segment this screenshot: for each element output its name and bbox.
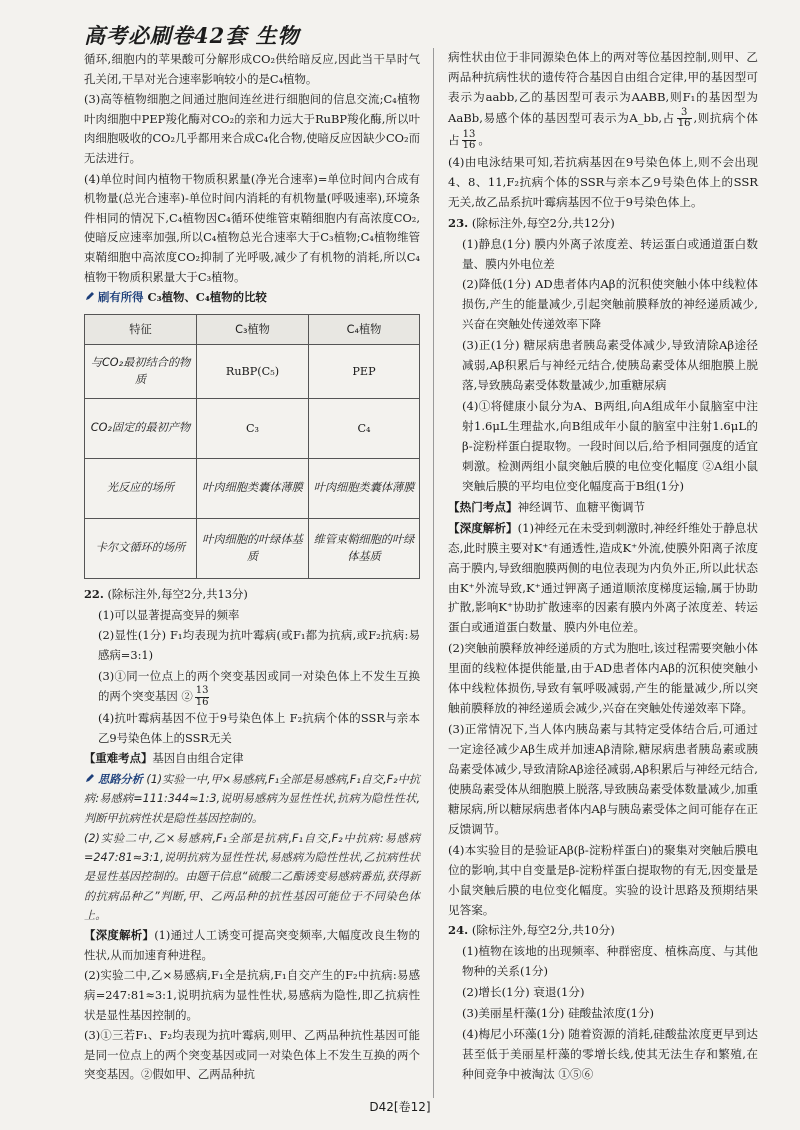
deep-analysis-text: (1)神经元在未受到刺激时,神经纤维处于静息状态,此时膜主要对K⁺有通透性,造成K⁺外流,使膜外阳离子浓度高于膜内,导致细胞膜两侧的电位表现为内负外正,所以此状态由K⁺外流导致,K⁺通过钾离子通道顺浓度梯度运输,属于协助扩散,影响K⁺协助扩散速率的因素有膜内外离子浓度差、转运蛋白或通道蛋白数量、膜内外电位差。: [448, 520, 758, 635]
table-cell: RuBP(C₅): [197, 345, 309, 399]
question-note: (除标注外,每空2分,共10分): [471, 923, 615, 938]
table-row: [85, 399, 420, 459]
hot-point-label: 【热门考点】: [448, 499, 518, 514]
table-cell: 叶肉细胞类囊体薄膜: [197, 459, 309, 519]
answer-line: (1)植物在该地的出现频率、种群密度、植株高度、与其他物种的关系(1分): [462, 944, 758, 979]
key-point-text: 基因自由组合定律: [152, 751, 244, 766]
idea-text: (1)实验一中,甲×易感病,F₁全部是易感病,F₁自交,F₂中抗病:易感病=111:344≈1:3,说明易感病为显性性状,抗病为隐性性状,判断甲抗病性状是隐性基因控制的。: [84, 773, 420, 825]
left-column: [84, 50, 420, 1086]
table-header-row: [85, 314, 420, 344]
idea-analysis: [84, 770, 420, 828]
summary-heading: [84, 288, 420, 308]
paragraph: (4)由电泳结果可知,若抗病基因在9号染色体上,则不会出现4、8、11,F₂抗病个体的SSR与亲本乙9号染色体上的SSR无关,故乙品系抗叶霉病基因不位于9号染色体上。: [448, 154, 758, 209]
paragraph: (4)单位时间内植物干物质积累量(净光合速率)=单位时间内合成有机物量(总光合速率)-单位时间内消耗的有机物量(呼吸速率),环境条件相同的情况下,C₄植物因C₄循环使维管束鞘细胞内有高浓度CO₂,使暗反应速率加强,所以C₄植物总光合速率大于C₃植物;C₄植物维管束鞘细胞中高浓度CO₂抑制了光呼吸,减少了有机物的消耗,所以C₄植物干物质积累量大于C₃植物。: [84, 171, 420, 284]
table-row: [85, 459, 420, 519]
deep-analysis: [84, 926, 420, 965]
idea-badge: 思路分析: [84, 773, 143, 786]
table-cell: 光反应的场所: [85, 459, 197, 519]
table-cell: PEP: [309, 345, 420, 399]
deep-analysis-text: (1)通过人工诱变可提高突变频率,大幅度改良生物的性状,从而加速育种进程。: [84, 928, 420, 962]
answer-line: (2)降低(1分) AD患者体内Aβ的沉积使突触小体中线粒体损伤,产生的能量减少,引起突触前膜释放的神经递质减少,兴奋在突触处传递效率下降: [462, 277, 758, 332]
key-point: [84, 749, 420, 769]
paragraph: (2)突触前膜释放神经递质的方式为胞吐,该过程需要突触小体里面的线粒体提供能量,由于AD患者体内Aβ的沉积使突触小体中线粒体损伤,导致有氧呼吸减弱,产生的能量减少,所以突触前膜释放的神经递质会减少,兴奋在突触处传递效率下降。: [448, 641, 758, 716]
idea-analysis-2: (2)实验二中,乙×易感病,F₁全部是抗病,F₁自交,F₂中抗病:易感病=247:81≈3:1,说明抗病为显性性状,易感病为隐性性状,乙抗病性状是显性基因控制的。由题干信息“硫酸二乙酯诱变易感病番茄,获得新的抗病品种乙”判断,甲、乙两品种的抗性基因可能位于不同染色体上。: [84, 831, 420, 922]
question-number: 24.: [448, 923, 469, 938]
paragraph: 病性状由位于非同源染色体上的两对等位基因控制,则甲、乙两品种抗病性状的遗传符合基因自由组合定律,甲的基因型可表示为aabb,乙的基因型可表示为AABB,则F₁的基因型为AaBb,易感个体的基因型可表示为A_bb,占 $\frac{3}{16}$ ,则抗病个体占 $\frac{13}{16}$ 。: [448, 50, 758, 152]
fraction: $\frac{3}{16}$: [677, 106, 691, 130]
table-cell: 叶肉细胞类囊体薄膜: [309, 459, 420, 519]
table-row: [85, 345, 420, 399]
answer-line: (3)①同一位点上的两个突变基因或同一对染色体上不发生互换的两个突变基因 ② $\frac{13}{16}$: [98, 668, 420, 708]
answer-line: (4)梅尼小环藻(1分) 随着资源的消耗,硅酸盐浓度更早到达甚至低于美丽星杆藻的零增长线,使其无法生存和繁殖,在种间竞争中被淘汰 ①⑤⑥: [462, 1027, 758, 1081]
table-cell: CO₂固定的最初产物: [85, 399, 197, 459]
hot-point: [448, 498, 758, 518]
paragraph: 循环,细胞内的苹果酸可分解形成CO₂供给暗反应,因此当干旱时气孔关闭,干旱对光合速率影响较小的是C₄植物。: [84, 52, 420, 86]
answer-line: (1)静息(1分) 膜内外离子浓度差、转运蛋白或通道蛋白数量、膜内外电位差: [462, 236, 758, 271]
table-cell: 与CO₂最初结合的物质: [85, 345, 197, 399]
question-note: (除标注外,每空2分,共12分): [471, 215, 615, 230]
answer-line: (2)显性(1分) F₁均表现为抗叶霉病(或F₁都为抗病,或F₂抗病:易感病=3:1): [98, 628, 420, 663]
answer-line: (1)可以显著提高变异的频率: [98, 607, 240, 622]
table-header: C₃植物: [197, 314, 309, 344]
summary-title: C₃植物、C₄植物的比较: [147, 290, 267, 305]
paragraph: (3)①三若F₁、F₂均表现为抗叶霉病,则甲、乙两品种抗性基因可能是同一位点上的两个突变基因或同一对染色体上不发生互换的两个突变基因。②假如甲、乙两品种抗: [84, 1028, 420, 1082]
pen-icon: [84, 772, 96, 784]
fraction: $\frac{13}{16}$: [195, 685, 209, 708]
deep-analysis-label: 【深度解析】: [84, 928, 155, 943]
page-title: 高考必刷卷42套 生物: [84, 23, 300, 48]
answer-line: (4)①将健康小鼠分为A、B两组,向A组成年小鼠脑室中注射1.6μL生理盐水,向B组成年小鼠的脑室中注射1.6μL的β-淀粉样蛋白提取物。一段时间以后,给予相同强度的适宜刺激。检测两组小鼠突触后膜的电位变化幅度 ②A组小鼠突触后膜的平均电位变化幅度高于B组(1分): [462, 399, 758, 493]
question-header: [448, 921, 758, 941]
table-header: C₄植物: [309, 314, 420, 344]
answer-line: (3)美丽星杆藻(1分) 硅酸盐浓度(1分): [462, 1006, 655, 1021]
question-header: [448, 214, 758, 234]
comparison-table: [84, 314, 420, 579]
table-cell: 叶肉细胞的叶绿体基质: [197, 519, 309, 579]
pen-icon: [84, 290, 96, 302]
table-row: [85, 519, 420, 579]
table-cell: 维管束鞘细胞的叶绿体基质: [309, 519, 420, 579]
table-cell: 卡尔文循环的场所: [85, 519, 197, 579]
summary-badge: 刷有所得: [84, 290, 148, 304]
question-number: 23.: [448, 215, 469, 230]
question-note: (除标注外,每空2分,共13分): [107, 587, 248, 602]
page-footer: D42[卷12]: [369, 1100, 431, 1114]
question-number: 22.: [84, 587, 104, 602]
paragraph: (2)实验二中,乙×易感病,F₁全是抗病,F₁自交产生的F₂中抗病:易感病=247:81≈3:1,说明抗病为显性性状,易感病为隐性,即乙抗病性状是显性基因控制的。: [84, 968, 420, 1022]
fraction: $\frac{13}{16}$: [462, 128, 476, 152]
paragraph: (3)高等植物细胞之间通过胞间连丝进行细胞间的信息交流;C₄植物叶肉细胞中PEP羧化酶对CO₂的亲和力远大于RuBP羧化酶,所以叶肉细胞吸收的CO₂几乎都用来合成C₄化合物,使暗反应因缺少CO₂而无法进行。: [84, 92, 420, 166]
right-column: [448, 48, 758, 1086]
deep-analysis-label: 【深度解析】: [448, 520, 518, 535]
hot-point-text: 神经调节、血糖平衡调节: [517, 499, 646, 514]
table-cell: C₃: [197, 399, 309, 459]
column-divider: [433, 48, 434, 1098]
answer-line: (3)正(1分) 糖尿病患者胰岛素受体减少,导致清除Aβ途径减弱,Aβ积累后与神经元结合,使胰岛素受体从细胞膜上脱落,导致胰岛素受体数量减少,加重糖尿病: [462, 338, 758, 393]
answer-line: (4)抗叶霉病基因不位于9号染色体上 F₂抗病个体的SSR与亲本乙9号染色体上的SSR无关: [98, 711, 420, 745]
answer-line: (2)增长(1分) 衰退(1分): [462, 985, 585, 1000]
table-header: 特征: [85, 314, 197, 344]
paragraph: (3)正常情况下,当人体内胰岛素与其特定受体结合后,可通过一定途径减少Aβ生成并加速Aβ清除,糖尿病患者胰岛素或胰岛素受体减少,导致清除Aβ途径减弱,Aβ积累后与神经元结合,使胰岛素受体从细胞膜上脱落,导致胰岛素受体数量减少,加重糖尿病,所以糖尿病患者体内Aβ与胰岛素受体之间可能存在正反馈调节。: [448, 722, 758, 836]
table-cell: C₄: [309, 399, 420, 459]
paragraph: (4)本实验目的是验证Aβ(β-淀粉样蛋白)的聚集对突触后膜电位的影响,其中自变量是β-淀粉样蛋白提取物的有无,因变量是小鼠突触后膜的电位变化幅度。实验的设计思路及预期结果见答案。: [448, 842, 758, 917]
deep-analysis: [448, 519, 758, 639]
key-point-label: 【重难考点】: [84, 751, 153, 766]
question-header: [84, 585, 420, 605]
